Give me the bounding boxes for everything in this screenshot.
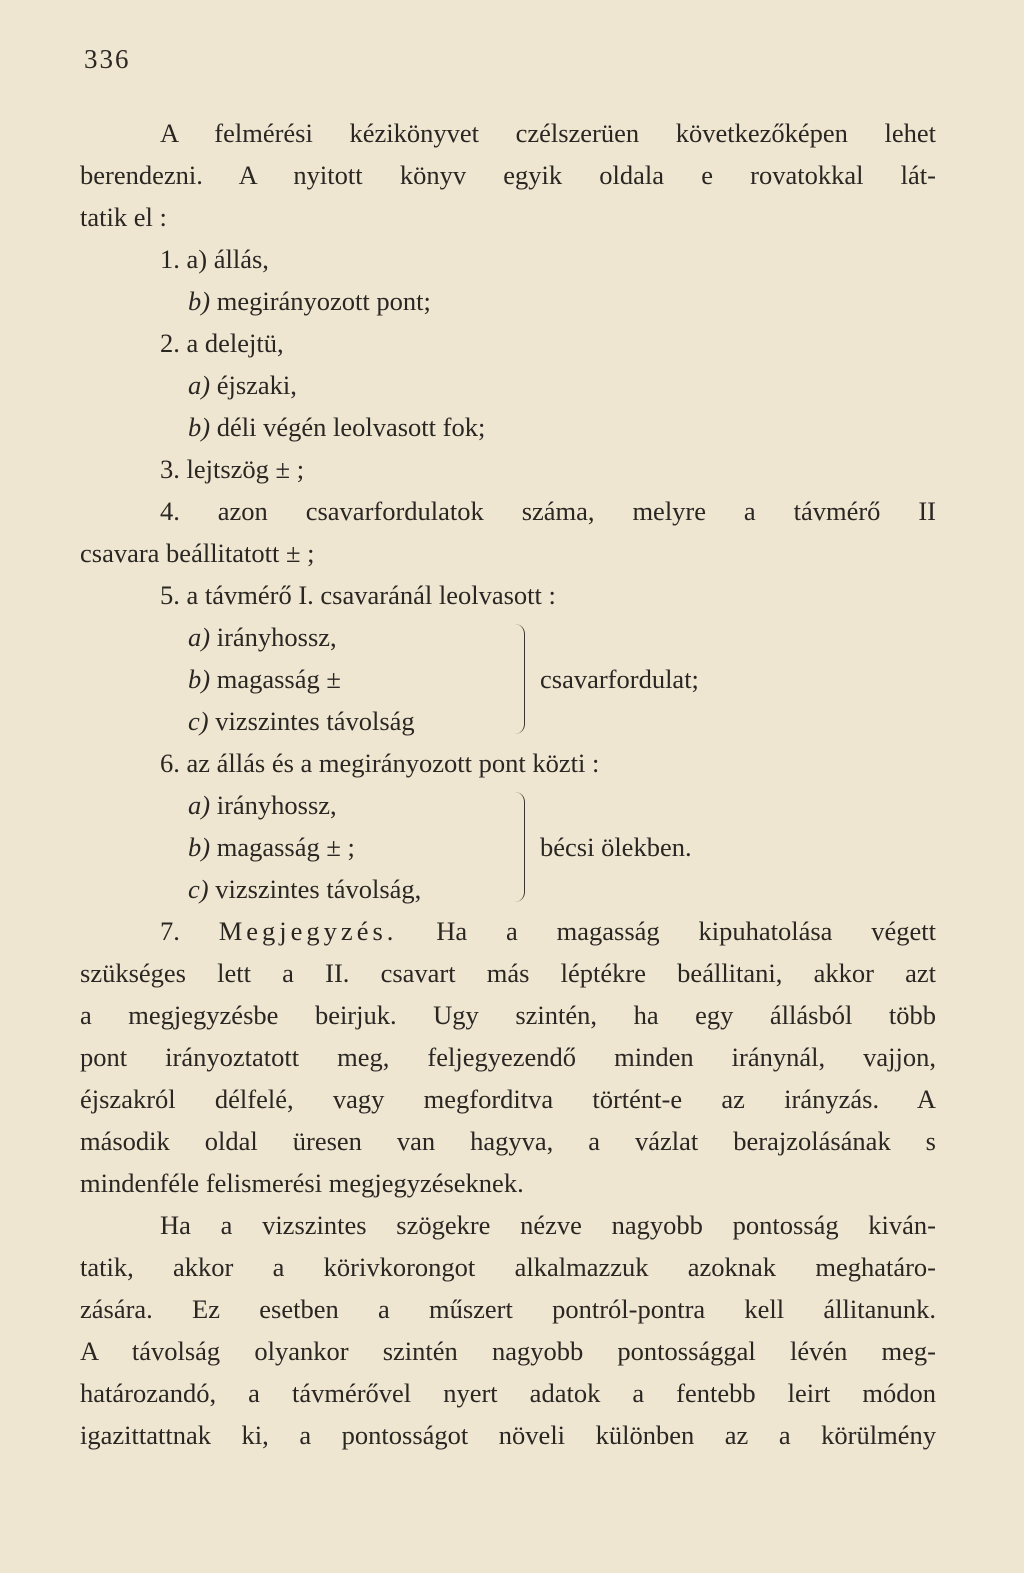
list-item — [80, 616, 936, 658]
item-letter: b) — [188, 832, 211, 862]
list-item — [80, 700, 936, 742]
text-line: éjszakról délfelé, vagy megforditva történt-e az irányzás. A — [80, 1084, 936, 1114]
brace-label: bécsi ölekben. — [540, 832, 692, 862]
list-item — [80, 406, 936, 448]
note-line — [80, 910, 936, 952]
brace-icon — [510, 792, 525, 902]
text-line: mindenféle felismerési megjegyzéseknek. — [80, 1168, 524, 1198]
item-letter: b) — [188, 412, 211, 442]
list-item — [80, 868, 936, 910]
list-item: 6. az állás és a megirányozott pont közti : — [160, 748, 600, 778]
list-item — [80, 238, 936, 280]
item-letter: b) — [188, 664, 211, 694]
brace-label: csavarfordulat; — [540, 664, 699, 694]
text-line: zására. Ez esetben a műszert pontról-pontra kell állitanunk. — [80, 1294, 936, 1324]
text-line: igazittattnak ki, a pontosságot növeli különben az a körülmény — [80, 1420, 936, 1450]
list-item: 4. azon csavarfordulatok száma, melyre a távmérő II — [160, 496, 936, 526]
item-text: Ha a magasság kipuhatolása végett — [436, 916, 937, 946]
text-line: a megjegyzésbe beirjuk. Ugy szintén, ha egy állásból több — [80, 1000, 936, 1030]
item-text: vizszintes távolság — [215, 706, 415, 736]
item-text: éjszaki, — [216, 370, 297, 400]
text-line: pont irányoztatott meg, feljegyezendő minden iránynál, vajjon, — [80, 1042, 936, 1072]
brace-group-5 — [80, 616, 936, 742]
item-text: magasság ± — [216, 664, 341, 694]
page-body — [80, 112, 936, 1456]
brace-group-6 — [80, 784, 936, 910]
text-line: A távolság olyankor szintén nagyobb pontossággal lévén meg- — [80, 1336, 936, 1366]
item-text: irányhossz, — [216, 790, 337, 820]
list-item — [80, 826, 936, 868]
item-number: 1. a) — [160, 244, 208, 274]
text-line: szükséges lett a II. csavart más léptékre beállitani, akkor azt — [80, 958, 936, 988]
item-text: megirányozott pont; — [216, 286, 431, 316]
item-text: irányhossz, — [216, 622, 337, 652]
text-line: tatik el : — [80, 202, 167, 232]
text-line: csavara beállitatott ± ; — [80, 538, 315, 568]
item-letter: b) — [188, 286, 211, 316]
list-item — [80, 658, 936, 700]
list-item — [80, 280, 936, 322]
item-text: déli végén leolvasott fok; — [216, 412, 486, 442]
text-line: Ha a vizszintes szögekre nézve nagyobb pontosság kiván- — [160, 1210, 936, 1240]
text-line: második oldal üresen van hagyva, a vázlat berajzolásának s — [80, 1126, 936, 1156]
text-line: határozandó, a távmérővel nyert adatok a fentebb leirt módon — [80, 1378, 936, 1408]
note-heading: Megjegyzés. — [218, 916, 398, 946]
item-letter: a) — [188, 790, 211, 820]
list-item: 2. a delejtü, — [160, 328, 284, 358]
brace-icon — [510, 624, 525, 734]
text-line: berendezni. A nyitott könyv egyik oldala e rovatokkal lát- — [80, 160, 936, 190]
text-line: tatik, akkor a körivkorongot alkalmazzuk azoknak meghatáro- — [80, 1252, 936, 1282]
page-number: 336 — [84, 44, 131, 74]
item-text: vizszintes távolság, — [215, 874, 422, 904]
item-text: magasság ± ; — [216, 832, 355, 862]
list-item: 5. a távmérő I. csavaránál leolvasott : — [160, 580, 556, 610]
item-letter: a) — [188, 370, 211, 400]
item-letter: a) — [188, 622, 211, 652]
item-letter: c) — [188, 706, 209, 736]
list-item — [80, 784, 936, 826]
list-item — [80, 364, 936, 406]
item-letter: c) — [188, 874, 209, 904]
text-line: A felmérési kézikönyvet czélszerüen következőképen lehet — [160, 118, 936, 148]
list-item: 3. lejtszög ± ; — [160, 454, 305, 484]
item-number: 7. — [160, 916, 180, 946]
item-text: állás, — [213, 244, 269, 274]
